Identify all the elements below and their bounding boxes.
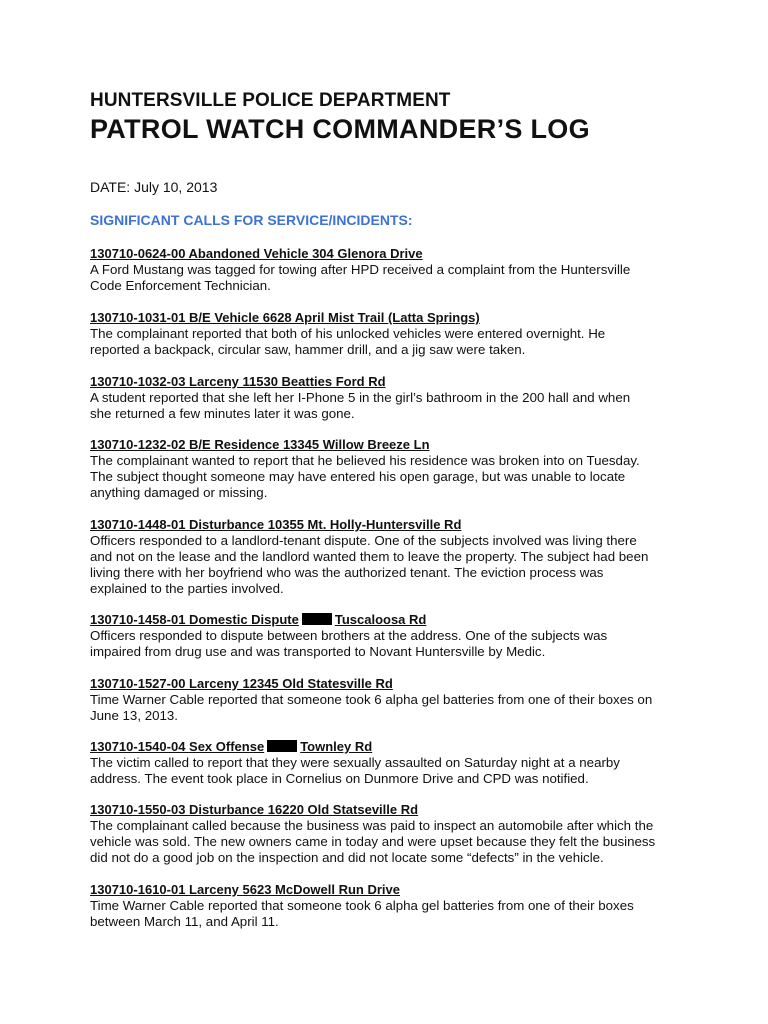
incident-text-line: A Ford Mustang was tagged for towing after HPD received a complaint from the Huntersville <box>90 262 631 277</box>
incident-heading-prefix: 130710-1540-04 Sex Offense <box>90 739 265 754</box>
incident-text-line: Officers responded to a landlord-tenant dispute. One of the subjects involved was living there <box>90 533 637 548</box>
incident-text-line: anything damaged or missing. <box>90 485 268 500</box>
redaction-block <box>267 740 297 752</box>
incident-entry <box>90 612 690 660</box>
incident-entry <box>90 310 690 358</box>
incident-text-line: she returned a few minutes later it was gone. <box>90 406 355 421</box>
incident-heading <box>90 612 690 628</box>
incident-text-line: reported a backpack, circular saw, hammer drill, and a jig saw were taken. <box>90 342 526 357</box>
department-name: HUNTERSVILLE POLICE DEPARTMENT <box>90 90 451 111</box>
incident-text-line: and not on the lease and the landlord wanted them to leave the property. The subject had been <box>90 549 649 564</box>
incident-text-line: Time Warner Cable reported that someone took 6 alpha gel batteries from one of their boxes <box>90 898 634 913</box>
incident-heading: 130710-0624-00 Abandoned Vehicle 304 Glenora Drive <box>90 246 423 261</box>
incident-entry <box>90 882 690 930</box>
incident-text-line: The subject thought someone may have entered his open garage, but was unable to locate <box>90 469 626 484</box>
incident-text-line: Code Enforcement Technician. <box>90 278 271 293</box>
incident-entry <box>90 802 690 866</box>
incident-entry <box>90 517 690 597</box>
incident-text-line: The complainant wanted to report that he believed his residence was broken into on Tuesday. <box>90 453 640 468</box>
section-heading: SIGNIFICANT CALLS FOR SERVICE/INCIDENTS: <box>90 212 413 228</box>
redaction-block <box>302 613 332 625</box>
incident-heading-prefix: 130710-1458-01 Domestic Dispute <box>90 612 299 627</box>
incident-text-line: impaired from drug use and was transported to Novant Huntersville by Medic. <box>90 644 546 659</box>
incident-text-line: June 13, 2013. <box>90 708 178 723</box>
incident-text-line: The complainant reported that both of his unlocked vehicles were entered overnight. He <box>90 326 606 341</box>
incident-heading: 130710-1610-01 Larceny 5623 McDowell Run Drive <box>90 882 401 897</box>
incident-heading: 130710-1448-01 Disturbance 10355 Mt. Holly-Huntersville Rd <box>90 517 462 532</box>
incident-text-line: explained to the parties involved. <box>90 581 284 596</box>
incident-entry <box>90 246 690 294</box>
incident-heading: 130710-1550-03 Disturbance 16220 Old Statseville Rd <box>90 802 419 817</box>
incident-text-line: Officers responded to dispute between brothers at the address. One of the subjects was <box>90 628 608 643</box>
incident-entry <box>90 437 690 501</box>
incident-heading: 130710-1032-03 Larceny 11530 Beatties Ford Rd <box>90 374 386 389</box>
incident-text-line: The victim called to report that they were sexually assaulted on Saturday night at a nearby <box>90 755 620 770</box>
incident-text-line: A student reported that she left her I-Phone 5 in the girl’s bathroom in the 200 hall and when <box>90 390 631 405</box>
incident-heading-location: Tuscaloosa Rd <box>334 612 427 627</box>
incident-entry <box>90 676 690 724</box>
document-title: PATROL WATCH COMMANDER’S LOG <box>90 114 590 144</box>
incident-text-line: Time Warner Cable reported that someone took 6 alpha gel batteries from one of their boxes on <box>90 692 653 707</box>
incident-text-line: vehicle was sold. The new owners came in today and were upset because they felt the business <box>90 834 656 849</box>
incident-heading: 130710-1031-01 B/E Vehicle 6628 April Mist Trail (Latta Springs) <box>90 310 480 325</box>
incident-heading <box>90 739 690 755</box>
incident-entry <box>90 374 690 422</box>
incident-entry <box>90 739 690 787</box>
incident-heading: 130710-1232-02 B/E Residence 13345 Willow Breeze Ln <box>90 437 430 452</box>
incident-text-line: living there with her boyfriend who was the authorized tenant. The eviction process was <box>90 565 604 580</box>
incident-text-line: address. The event took place in Cornelius on Dunmore Drive and CPD was notified. <box>90 771 589 786</box>
incident-heading: 130710-1527-00 Larceny 12345 Old Statesville Rd <box>90 676 393 691</box>
incident-heading-location: Townley Rd <box>300 739 373 754</box>
log-date: DATE: July 10, 2013 <box>90 179 218 195</box>
incident-text-line: did not do a good job on the inspection and did not locate some “defects” in the vehicle. <box>90 850 604 865</box>
incident-text-line: The complainant called because the business was paid to inspect an automobile after which the <box>90 818 654 833</box>
incident-text-line: between March 11, and April 11. <box>90 914 279 929</box>
